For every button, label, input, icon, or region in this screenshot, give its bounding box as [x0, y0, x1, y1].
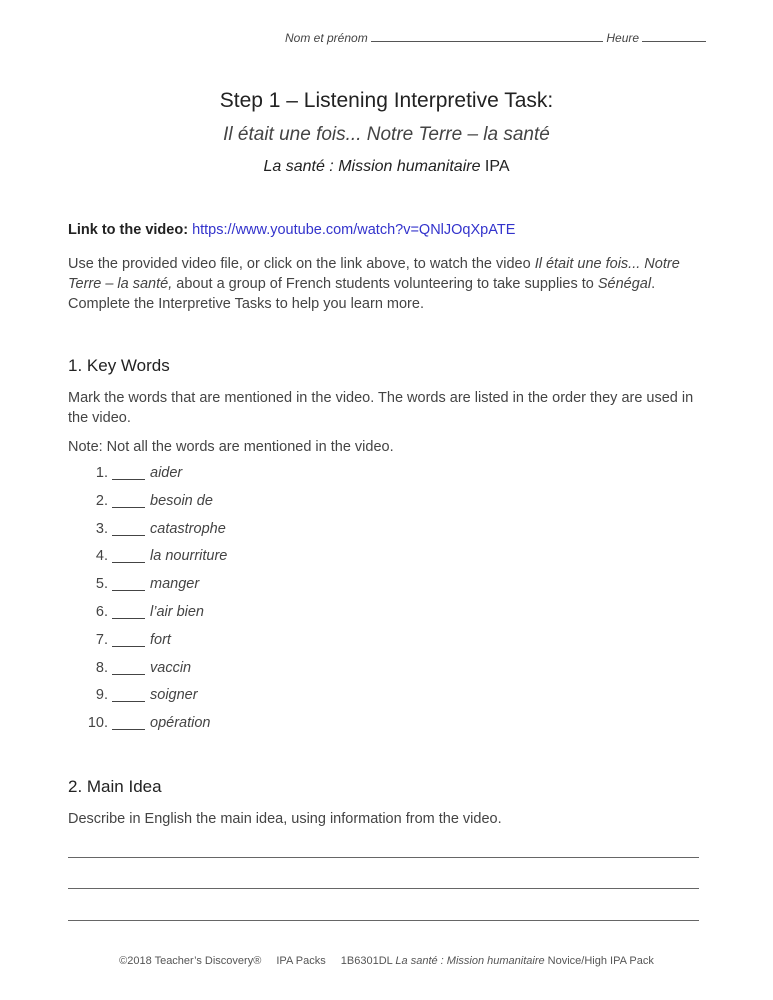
item-number: 6.: [95, 603, 108, 620]
item-word: fort: [150, 631, 171, 648]
video-url-link[interactable]: https://www.youtube.com/watch?v=QNlJOqXpATE: [192, 222, 516, 238]
answer-blank[interactable]: [112, 507, 145, 508]
footer-code: 1B6301DL: [340, 955, 393, 967]
item-number: 9.: [95, 687, 108, 704]
answer-line-1[interactable]: [68, 857, 699, 858]
answer-blank[interactable]: [112, 535, 145, 536]
page-subtitle: Il était une fois... Notre Terre – la santé: [223, 124, 550, 145]
hour-blank[interactable]: [642, 31, 706, 42]
answer-blank[interactable]: [112, 618, 145, 619]
ipa-title-italic: La santé : Mission humanitaire: [263, 158, 481, 175]
item-number: 2.: [95, 492, 108, 509]
item-word: la nourriture: [150, 548, 228, 565]
item-word: opération: [150, 715, 211, 732]
answer-blank[interactable]: [112, 729, 145, 730]
item-number: 8.: [95, 659, 108, 676]
answer-blank[interactable]: [112, 674, 145, 675]
item-word: catastrophe: [150, 520, 226, 537]
item-number: 3.: [95, 520, 108, 537]
key-words-instruction: Mark the words that are mentioned in the video. The words are listed in the order they are used in the video.: [68, 390, 694, 426]
name-blank[interactable]: [371, 31, 603, 42]
ipa-suffix: IPA: [484, 158, 510, 175]
video-link-row: [68, 222, 515, 238]
answer-blank[interactable]: [112, 562, 145, 563]
main-idea-heading: 2. Main Idea: [68, 777, 162, 796]
page-title: Step 1 – Listening Interpretive Task:: [219, 89, 554, 112]
main-idea-instruction: Describe in English the main idea, using information from the video.: [68, 811, 502, 827]
video-link-label: Link to the video:: [68, 222, 189, 238]
item-word: besoin de: [150, 492, 213, 509]
item-number: 1.: [95, 465, 108, 481]
footer-copyright: ©2018 Teacher’s Discovery®: [119, 955, 262, 967]
answer-blank[interactable]: [112, 590, 145, 591]
intro-text-1: Use the provided video file, or click on the link above, to watch the video: [68, 256, 535, 272]
item-word: soigner: [150, 687, 198, 704]
item-word: manger: [150, 576, 200, 593]
name-time-header: [285, 31, 706, 45]
footer-pack: IPA Packs: [276, 955, 326, 967]
footer-level: Novice/High IPA Pack: [547, 955, 654, 967]
intro-video-title: Il était une fois... Notre Terre – la santé,: [68, 256, 680, 292]
key-words-note: Note: Not all the words are mentioned in the video.: [68, 439, 394, 455]
answer-line-2[interactable]: [68, 888, 699, 889]
item-word: l’air bien: [150, 603, 204, 620]
answer-blank[interactable]: [112, 479, 145, 480]
intro-paragraph: [68, 254, 708, 314]
item-word: aider: [150, 465, 183, 481]
answer-line-3[interactable]: [68, 920, 699, 921]
name-label: Nom et prénom: [285, 31, 368, 45]
answer-blank[interactable]: [112, 646, 145, 647]
hour-label: Heure: [606, 31, 640, 45]
answer-blank[interactable]: [112, 701, 145, 702]
item-word: vaccin: [150, 659, 192, 676]
item-number: 10.: [87, 715, 108, 732]
page-footer: [0, 955, 773, 967]
item-number: 5.: [95, 576, 108, 593]
intro-text-2: about a group of French students volunteering to take supplies to: [172, 276, 598, 292]
intro-place: Sénégal: [597, 276, 652, 292]
item-number: 7.: [95, 631, 108, 648]
item-number: 4.: [95, 548, 108, 565]
footer-title: La santé : Mission humanitaire: [395, 955, 545, 967]
key-words-heading: 1. Key Words: [68, 356, 170, 375]
ipa-title: [0, 158, 773, 176]
intro-text-3: . Complete the Interpretive Tasks to help you learn more.: [68, 276, 656, 312]
